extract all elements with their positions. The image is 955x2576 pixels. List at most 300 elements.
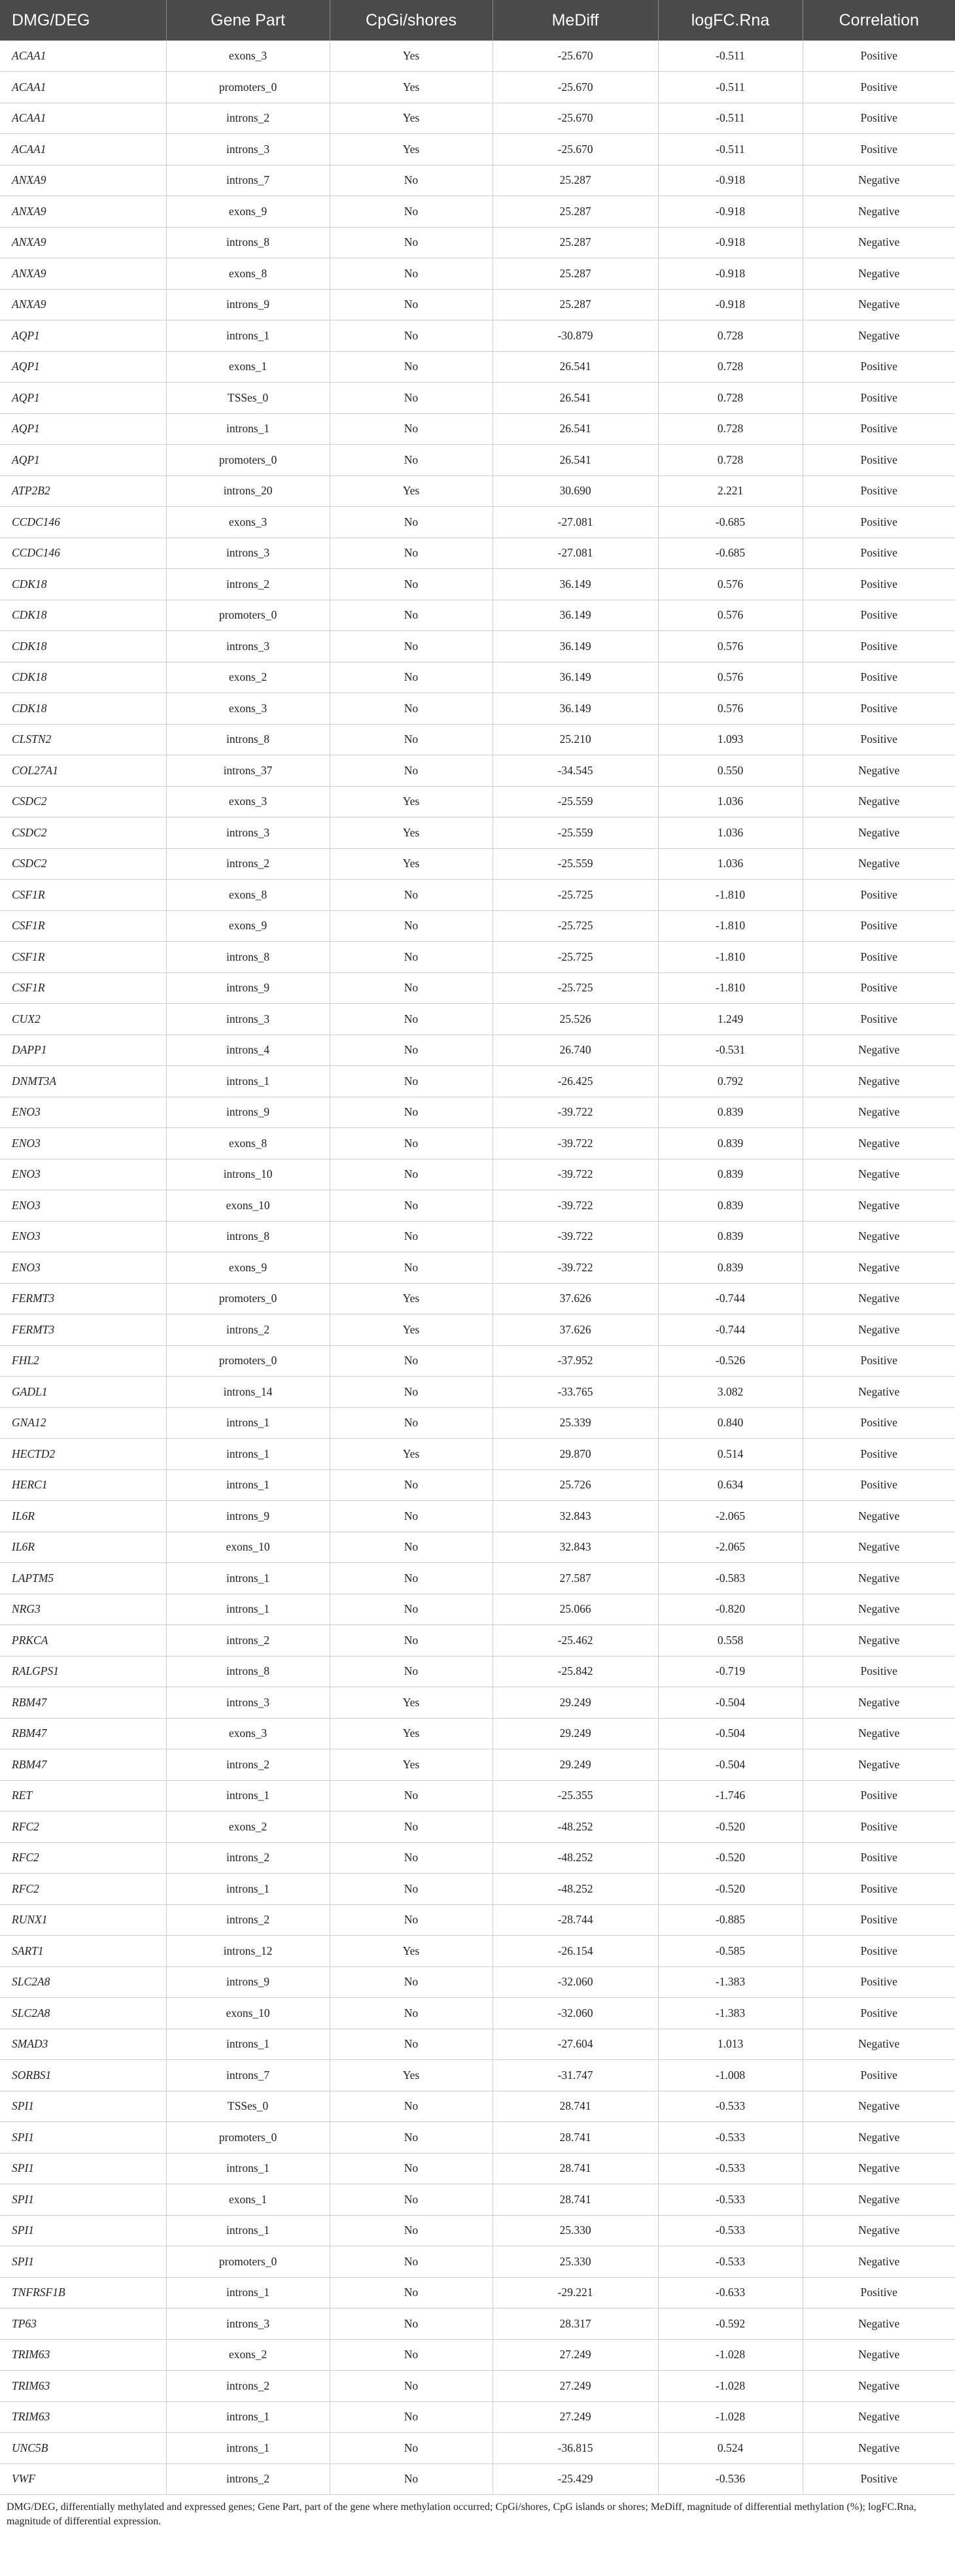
- cell-gene: CCDC146: [0, 507, 166, 538]
- cell-logfc-rna: -0.526: [658, 1345, 803, 1377]
- cell-correlation: Negative: [803, 1035, 955, 1066]
- table-row: [0, 1904, 955, 1936]
- cell-mediff: -26.425: [493, 1066, 658, 1097]
- cell-gene-part: introns_1: [166, 1439, 330, 1470]
- cell-cpgi-shores: No: [330, 2371, 493, 2402]
- cell-logfc-rna: -0.685: [658, 538, 803, 569]
- table-row: [0, 2433, 955, 2464]
- cell-correlation: Negative: [803, 1625, 955, 1657]
- cell-logfc-rna: -0.744: [658, 1283, 803, 1314]
- cell-gene: TRIM63: [0, 2371, 166, 2402]
- cell-correlation: Positive: [803, 693, 955, 725]
- cell-correlation: Positive: [803, 507, 955, 538]
- cell-cpgi-shores: No: [330, 693, 493, 725]
- cell-gene-part: introns_3: [166, 631, 330, 662]
- cell-gene: PRKCA: [0, 1625, 166, 1657]
- cell-logfc-rna: -0.511: [658, 72, 803, 103]
- cell-gene-part: exons_2: [166, 662, 330, 693]
- cell-logfc-rna: -0.719: [658, 1656, 803, 1687]
- table-row: [0, 1190, 955, 1222]
- cell-logfc-rna: -2.065: [658, 1532, 803, 1563]
- cell-logfc-rna: 0.839: [658, 1159, 803, 1190]
- cell-logfc-rna: -0.885: [658, 1904, 803, 1936]
- cell-cpgi-shores: No: [330, 1998, 493, 2029]
- cell-correlation: Negative: [803, 755, 955, 787]
- cell-mediff: -36.815: [493, 2433, 658, 2464]
- cell-gene: CDK18: [0, 693, 166, 725]
- cell-correlation: Negative: [803, 196, 955, 228]
- table-row: [0, 1625, 955, 1657]
- cell-correlation: Positive: [803, 1842, 955, 1874]
- cell-cpgi-shores: No: [330, 1377, 493, 1408]
- cell-gene: DNMT3A: [0, 1066, 166, 1097]
- cell-cpgi-shores: No: [330, 662, 493, 693]
- cell-correlation: Negative: [803, 2153, 955, 2184]
- table-row: [0, 475, 955, 507]
- cell-correlation: Positive: [803, 103, 955, 134]
- cell-cpgi-shores: No: [330, 1812, 493, 1843]
- cell-logfc-rna: 0.839: [658, 1221, 803, 1252]
- table-row: [0, 786, 955, 817]
- cell-gene: RET: [0, 1780, 166, 1812]
- table-row: [0, 134, 955, 165]
- cell-logfc-rna: -0.685: [658, 507, 803, 538]
- table-row: [0, 507, 955, 538]
- cell-correlation: Positive: [803, 1469, 955, 1501]
- cell-mediff: 28.317: [493, 2309, 658, 2340]
- cell-correlation: Negative: [803, 2246, 955, 2278]
- cell-mediff: -25.559: [493, 786, 658, 817]
- cell-mediff: 25.330: [493, 2246, 658, 2278]
- cell-gene-part: exons_10: [166, 1532, 330, 1563]
- cell-gene: CUX2: [0, 1004, 166, 1035]
- cell-correlation: Negative: [803, 2371, 955, 2402]
- cell-correlation: Negative: [803, 2309, 955, 2340]
- cell-mediff: -28.744: [493, 1904, 658, 1936]
- cell-logfc-rna: -0.504: [658, 1718, 803, 1749]
- cell-gene: ACAA1: [0, 41, 166, 72]
- cell-logfc-rna: -0.533: [658, 2153, 803, 2184]
- table-row: [0, 1656, 955, 1687]
- cell-cpgi-shores: No: [330, 1345, 493, 1377]
- cell-correlation: Positive: [803, 538, 955, 569]
- cell-logfc-rna: -0.504: [658, 1687, 803, 1719]
- cell-logfc-rna: -0.583: [658, 1563, 803, 1594]
- cell-gene-part: introns_8: [166, 942, 330, 973]
- cell-logfc-rna: 0.728: [658, 320, 803, 352]
- cell-mediff: -25.670: [493, 41, 658, 72]
- cell-mediff: 27.249: [493, 2401, 658, 2433]
- cell-logfc-rna: 0.576: [658, 631, 803, 662]
- cell-cpgi-shores: No: [330, 507, 493, 538]
- cell-mediff: -29.221: [493, 2277, 658, 2309]
- cell-correlation: Negative: [803, 1097, 955, 1128]
- cell-gene-part: introns_2: [166, 569, 330, 600]
- cell-logfc-rna: -0.918: [658, 165, 803, 196]
- table-row: [0, 662, 955, 693]
- cell-cpgi-shores: Yes: [330, 1283, 493, 1314]
- cell-correlation: Positive: [803, 1439, 955, 1470]
- cell-gene: ACAA1: [0, 103, 166, 134]
- cell-cpgi-shores: No: [330, 2339, 493, 2371]
- cell-logfc-rna: 0.558: [658, 1625, 803, 1657]
- cell-gene-part: introns_1: [166, 1874, 330, 1905]
- cell-gene-part: introns_1: [166, 2401, 330, 2433]
- cell-logfc-rna: -0.918: [658, 289, 803, 320]
- cell-gene-part: introns_1: [166, 1594, 330, 1625]
- table-body: [0, 41, 955, 2495]
- cell-logfc-rna: 0.634: [658, 1469, 803, 1501]
- cell-mediff: 36.149: [493, 662, 658, 693]
- cell-mediff: -48.252: [493, 1842, 658, 1874]
- cell-mediff: -25.842: [493, 1656, 658, 1687]
- cell-cpgi-shores: Yes: [330, 817, 493, 849]
- cell-cpgi-shores: No: [330, 1035, 493, 1066]
- cell-cpgi-shores: No: [330, 1532, 493, 1563]
- header-correlation: Correlation: [803, 0, 955, 41]
- cell-logfc-rna: 0.840: [658, 1407, 803, 1439]
- cell-correlation: Negative: [803, 1159, 955, 1190]
- header-logfc-rna: logFC.Rna: [658, 0, 803, 41]
- cell-logfc-rna: -1.810: [658, 942, 803, 973]
- cell-correlation: Positive: [803, 880, 955, 911]
- cell-gene-part: introns_2: [166, 1904, 330, 1936]
- cell-cpgi-shores: No: [330, 1594, 493, 1625]
- cell-gene: CSF1R: [0, 910, 166, 942]
- cell-gene-part: introns_3: [166, 538, 330, 569]
- cell-mediff: 25.287: [493, 196, 658, 228]
- cell-cpgi-shores: No: [330, 1501, 493, 1532]
- table-row: [0, 41, 955, 72]
- table-row: [0, 848, 955, 880]
- cell-logfc-rna: -0.918: [658, 258, 803, 290]
- table-row: [0, 1594, 955, 1625]
- cell-logfc-rna: -0.633: [658, 2277, 803, 2309]
- cell-correlation: Negative: [803, 289, 955, 320]
- cell-mediff: -39.722: [493, 1221, 658, 1252]
- cell-gene: SLC2A8: [0, 1966, 166, 1998]
- cell-mediff: 29.870: [493, 1439, 658, 1470]
- cell-cpgi-shores: No: [330, 1066, 493, 1097]
- cell-mediff: -39.722: [493, 1159, 658, 1190]
- cell-gene: CDK18: [0, 600, 166, 631]
- cell-correlation: Positive: [803, 1345, 955, 1377]
- cell-logfc-rna: 1.036: [658, 786, 803, 817]
- cell-gene: CSF1R: [0, 972, 166, 1004]
- cell-gene-part: introns_37: [166, 755, 330, 787]
- cell-mediff: -33.765: [493, 1377, 658, 1408]
- cell-cpgi-shores: No: [330, 413, 493, 445]
- cell-correlation: Positive: [803, 1966, 955, 1998]
- table-row: [0, 1469, 955, 1501]
- cell-cpgi-shores: Yes: [330, 1718, 493, 1749]
- cell-cpgi-shores: No: [330, 1190, 493, 1222]
- cell-gene-part: introns_2: [166, 2464, 330, 2495]
- cell-gene-part: introns_1: [166, 413, 330, 445]
- cell-correlation: Positive: [803, 1874, 955, 1905]
- cell-cpgi-shores: No: [330, 2246, 493, 2278]
- cell-cpgi-shores: No: [330, 196, 493, 228]
- cell-correlation: Positive: [803, 569, 955, 600]
- cell-logfc-rna: -1.810: [658, 880, 803, 911]
- cell-gene: GNA12: [0, 1407, 166, 1439]
- cell-logfc-rna: 0.839: [658, 1252, 803, 1284]
- cell-cpgi-shores: No: [330, 2091, 493, 2122]
- cell-gene-part: exons_2: [166, 1812, 330, 1843]
- cell-cpgi-shores: No: [330, 2401, 493, 2433]
- cell-gene-part: exons_9: [166, 1252, 330, 1284]
- cell-gene: ENO3: [0, 1252, 166, 1284]
- cell-gene: ENO3: [0, 1159, 166, 1190]
- cell-gene-part: introns_1: [166, 2153, 330, 2184]
- cell-gene-part: introns_3: [166, 1687, 330, 1719]
- cell-correlation: Positive: [803, 724, 955, 755]
- table-row: [0, 2464, 955, 2495]
- cell-gene-part: introns_7: [166, 2060, 330, 2091]
- cell-correlation: Positive: [803, 2464, 955, 2495]
- cell-mediff: -25.725: [493, 910, 658, 942]
- cell-gene-part: introns_2: [166, 1749, 330, 1781]
- cell-gene: FHL2: [0, 1345, 166, 1377]
- cell-gene: GADL1: [0, 1377, 166, 1408]
- cell-gene: SLC2A8: [0, 1998, 166, 2029]
- cell-correlation: Negative: [803, 2029, 955, 2060]
- cell-mediff: -32.060: [493, 1966, 658, 1998]
- cell-gene: AQP1: [0, 413, 166, 445]
- header-dmg-deg: DMG/DEG: [0, 0, 166, 41]
- table-row: [0, 258, 955, 290]
- cell-correlation: Positive: [803, 1812, 955, 1843]
- table-row: [0, 227, 955, 258]
- cell-cpgi-shores: No: [330, 2122, 493, 2154]
- cell-gene: ENO3: [0, 1097, 166, 1128]
- cell-mediff: 26.541: [493, 413, 658, 445]
- table-row: [0, 880, 955, 911]
- cell-cpgi-shores: No: [330, 942, 493, 973]
- table-row: [0, 1097, 955, 1128]
- cell-cpgi-shores: Yes: [330, 848, 493, 880]
- cell-gene-part: introns_1: [166, 2433, 330, 2464]
- table-row: [0, 2029, 955, 2060]
- cell-mediff: 25.330: [493, 2215, 658, 2246]
- cell-mediff: -25.670: [493, 72, 658, 103]
- table-row: [0, 972, 955, 1004]
- cell-mediff: -27.081: [493, 507, 658, 538]
- cell-logfc-rna: -0.511: [658, 103, 803, 134]
- table-row: [0, 413, 955, 445]
- table-row: [0, 103, 955, 134]
- cell-cpgi-shores: No: [330, 724, 493, 755]
- cell-correlation: Positive: [803, 1407, 955, 1439]
- table-row: [0, 2309, 955, 2340]
- cell-cpgi-shores: No: [330, 1780, 493, 1812]
- table-row: [0, 755, 955, 787]
- header-mediff: MeDiff: [493, 0, 658, 41]
- cell-correlation: Positive: [803, 445, 955, 476]
- cell-logfc-rna: 0.839: [658, 1128, 803, 1159]
- cell-logfc-rna: 1.036: [658, 848, 803, 880]
- cell-correlation: Negative: [803, 2122, 955, 2154]
- cell-logfc-rna: -0.504: [658, 1749, 803, 1781]
- cell-mediff: 32.843: [493, 1501, 658, 1532]
- cell-mediff: 27.249: [493, 2339, 658, 2371]
- cell-cpgi-shores: No: [330, 2309, 493, 2340]
- table-row: [0, 1283, 955, 1314]
- cell-logfc-rna: -0.533: [658, 2215, 803, 2246]
- cell-mediff: -48.252: [493, 1812, 658, 1843]
- cell-cpgi-shores: No: [330, 910, 493, 942]
- cell-gene: UNC5B: [0, 2433, 166, 2464]
- cell-mediff: 36.149: [493, 693, 658, 725]
- cell-gene-part: introns_9: [166, 1966, 330, 1998]
- cell-cpgi-shores: Yes: [330, 41, 493, 72]
- cell-logfc-rna: 0.576: [658, 693, 803, 725]
- cell-correlation: Positive: [803, 1656, 955, 1687]
- cell-mediff: -48.252: [493, 1874, 658, 1905]
- header-cpgi-shores: CpGi/shores: [330, 0, 493, 41]
- cell-logfc-rna: -0.592: [658, 2309, 803, 2340]
- cell-gene-part: introns_1: [166, 320, 330, 352]
- cell-correlation: Positive: [803, 1936, 955, 1967]
- cell-logfc-rna: 3.082: [658, 1377, 803, 1408]
- cell-gene: ENO3: [0, 1221, 166, 1252]
- table-row: [0, 320, 955, 352]
- cell-logfc-rna: -1.383: [658, 1966, 803, 1998]
- cell-gene: DAPP1: [0, 1035, 166, 1066]
- cell-cpgi-shores: Yes: [330, 2060, 493, 2091]
- cell-cpgi-shores: Yes: [330, 1314, 493, 1346]
- cell-cpgi-shores: No: [330, 1407, 493, 1439]
- cell-gene: SORBS1: [0, 2060, 166, 2091]
- cell-cpgi-shores: No: [330, 1874, 493, 1905]
- table-row: [0, 2339, 955, 2371]
- table-row: [0, 289, 955, 320]
- cell-gene-part: promoters_0: [166, 600, 330, 631]
- cell-gene: RALGPS1: [0, 1656, 166, 1687]
- cell-gene: NRG3: [0, 1594, 166, 1625]
- cell-gene: AQP1: [0, 445, 166, 476]
- cell-logfc-rna: 1.249: [658, 1004, 803, 1035]
- cell-mediff: -34.545: [493, 755, 658, 787]
- cell-mediff: -32.060: [493, 1998, 658, 2029]
- table-row: [0, 351, 955, 383]
- cell-mediff: -37.952: [493, 1345, 658, 1377]
- cell-gene-part: exons_8: [166, 258, 330, 290]
- table-row: [0, 2184, 955, 2216]
- cell-gene: SPI1: [0, 2215, 166, 2246]
- cell-correlation: Negative: [803, 320, 955, 352]
- table-row: [0, 1718, 955, 1749]
- cell-cpgi-shores: No: [330, 1842, 493, 1874]
- cell-logfc-rna: -0.533: [658, 2122, 803, 2154]
- cell-gene-part: introns_1: [166, 1066, 330, 1097]
- cell-correlation: Positive: [803, 475, 955, 507]
- cell-gene-part: promoters_0: [166, 2122, 330, 2154]
- cell-logfc-rna: -1.008: [658, 2060, 803, 2091]
- table-row: [0, 2153, 955, 2184]
- cell-gene-part: exons_1: [166, 2184, 330, 2216]
- cell-correlation: Negative: [803, 1563, 955, 1594]
- cell-gene-part: introns_20: [166, 475, 330, 507]
- cell-gene: IL6R: [0, 1501, 166, 1532]
- cell-correlation: Positive: [803, 383, 955, 414]
- cell-logfc-rna: 1.036: [658, 817, 803, 849]
- table-row: [0, 693, 955, 725]
- cell-gene-part: introns_8: [166, 1221, 330, 1252]
- table-row: [0, 1252, 955, 1284]
- cell-logfc-rna: -1.383: [658, 1998, 803, 2029]
- table-row: [0, 1066, 955, 1097]
- cell-logfc-rna: -1.028: [658, 2371, 803, 2402]
- cell-gene: HECTD2: [0, 1439, 166, 1470]
- table-row: [0, 2060, 955, 2091]
- cell-gene: COL27A1: [0, 755, 166, 787]
- cell-logfc-rna: 1.013: [658, 2029, 803, 2060]
- cell-mediff: 29.249: [493, 1749, 658, 1781]
- cell-gene: LAPTM5: [0, 1563, 166, 1594]
- cell-mediff: -27.604: [493, 2029, 658, 2060]
- cell-gene: ANXA9: [0, 258, 166, 290]
- cell-mediff: -39.722: [493, 1190, 658, 1222]
- cell-cpgi-shores: No: [330, 383, 493, 414]
- cell-gene-part: introns_2: [166, 1625, 330, 1657]
- cell-logfc-rna: -0.533: [658, 2184, 803, 2216]
- cell-logfc-rna: -0.918: [658, 196, 803, 228]
- cell-mediff: 25.287: [493, 258, 658, 290]
- cell-logfc-rna: -0.536: [658, 2464, 803, 2495]
- table-row: [0, 1874, 955, 1905]
- cell-gene-part: introns_8: [166, 1656, 330, 1687]
- table-row: [0, 942, 955, 973]
- table-row: [0, 1221, 955, 1252]
- cell-correlation: Positive: [803, 910, 955, 942]
- cell-cpgi-shores: No: [330, 258, 493, 290]
- cell-gene-part: introns_9: [166, 1097, 330, 1128]
- cell-cpgi-shores: No: [330, 1252, 493, 1284]
- cell-gene: RFC2: [0, 1842, 166, 1874]
- cell-cpgi-shores: Yes: [330, 1439, 493, 1470]
- cell-gene: TRIM63: [0, 2339, 166, 2371]
- cell-cpgi-shores: No: [330, 2153, 493, 2184]
- cell-mediff: 25.726: [493, 1469, 658, 1501]
- cell-correlation: Negative: [803, 2433, 955, 2464]
- cell-logfc-rna: 0.576: [658, 569, 803, 600]
- cell-mediff: -25.355: [493, 1780, 658, 1812]
- cell-cpgi-shores: No: [330, 1097, 493, 1128]
- cell-correlation: Negative: [803, 1594, 955, 1625]
- cell-gene: CCDC146: [0, 538, 166, 569]
- cell-mediff: 27.587: [493, 1563, 658, 1594]
- table-row: [0, 383, 955, 414]
- table-row: [0, 1966, 955, 1998]
- cell-gene-part: promoters_0: [166, 72, 330, 103]
- cell-gene: SPI1: [0, 2246, 166, 2278]
- cell-gene-part: introns_9: [166, 1501, 330, 1532]
- cell-correlation: Positive: [803, 1780, 955, 1812]
- cell-gene-part: introns_2: [166, 1842, 330, 1874]
- cell-gene: AQP1: [0, 351, 166, 383]
- cell-cpgi-shores: No: [330, 538, 493, 569]
- cell-correlation: Positive: [803, 942, 955, 973]
- cell-correlation: Negative: [803, 2401, 955, 2433]
- cell-correlation: Negative: [803, 1128, 955, 1159]
- cell-gene: SART1: [0, 1936, 166, 1967]
- cell-cpgi-shores: Yes: [330, 72, 493, 103]
- cell-correlation: Positive: [803, 662, 955, 693]
- cell-mediff: -39.722: [493, 1252, 658, 1284]
- cell-logfc-rna: -1.810: [658, 910, 803, 942]
- cell-mediff: -31.747: [493, 2060, 658, 2091]
